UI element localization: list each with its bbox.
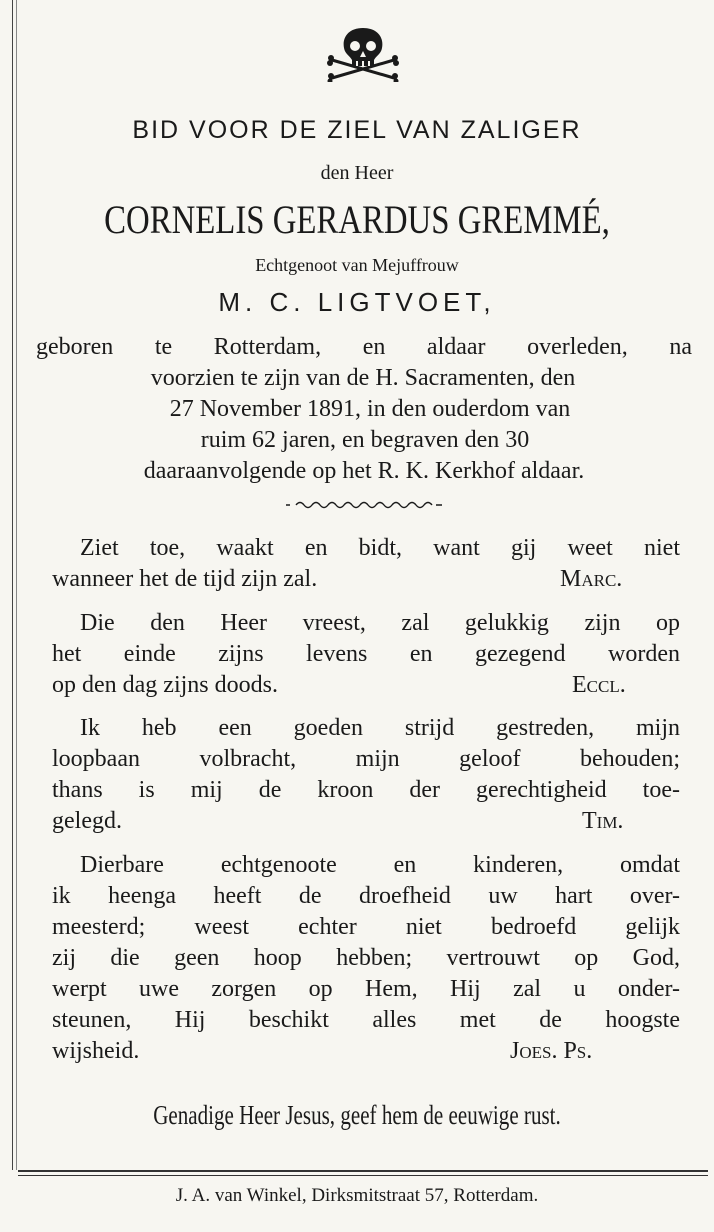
verse-line: Ik heb een goeden strijd gestreden, mijn [80,715,680,741]
intro-heading: BID VOOR DE ZIEL VAN ZALIGER [132,116,582,144]
verse-source: Eccl. [572,672,626,698]
biography-line: voorzien te zijn van de H. Sacramenten, den [150,365,576,391]
biography-line: geboren te Rotterdam, en aldaar overleden, na [36,334,692,360]
verse-line: Ziet toe, waakt en bidt, want gij weet niet [80,535,680,561]
spouse-intro: Echtgenoot van Mejuffrouw [255,255,459,275]
deceased-name: CORNELIS GERARDUS GREMMÉ, [104,197,610,242]
footer-rule [18,1170,708,1172]
biography-line: daaraanvolgende op het R. K. Kerkhof aldaar. [143,458,585,484]
verse-line: op den dag zijns doods. [52,672,278,698]
printer-imprint: J. A. van Winkel, Dirksmitstraat 57, Rotterdam. [175,1185,539,1206]
verse-line: het einde zijns levens en gezegend worden [52,641,680,667]
closing-prayer: Genadige Heer Jesus, geef hem de eeuwige rust. [153,1100,561,1130]
verse-line: ik heenga heeft de droefheid uw hart over- [52,883,680,909]
verse-source: Marc. [560,566,623,592]
biography-line: ruim 62 jaren, en begraven den 30 [200,427,530,453]
verse-line: werpt uwe zorgen op Hem, Hij zal u onder- [52,976,680,1002]
title-prefix: den Heer [320,162,394,184]
verse-line: loopbaan volbracht, mijn geloof behouden; [52,746,680,772]
verse-line: zij die geen hoop hebben; vertrouwt op God, [52,945,680,971]
verse-source: Tim. [582,808,624,834]
wavy-flourish-icon [284,498,444,512]
spouse-name: M. C. LIGTVOET, [218,287,496,317]
skull-crossbones-icon [326,26,400,82]
verse-line: wanneer het de tijd zijn zal. [52,566,318,592]
verse-line: Die den Heer vreest, zal gelukkig zijn op [80,610,680,636]
verse-line: steunen, Hij beschikt alles met de hoogste [52,1007,680,1033]
verse-line: wijsheid. [52,1038,140,1064]
verse-line: Dierbare echtgenoote en kinderen, omdat [80,852,680,878]
biography-line: 27 November 1891, in den ouderdom van [169,396,571,422]
verse-line: thans is mij de kroon der gerechtigheid toe- [52,777,680,803]
footer-rule-thin [18,1175,708,1176]
verse-line: gelegd. [52,808,122,834]
verse-source: Joes. Ps. [510,1038,593,1064]
verse-line: meesterd; weest echter niet bedroefd gelijk [52,914,680,940]
